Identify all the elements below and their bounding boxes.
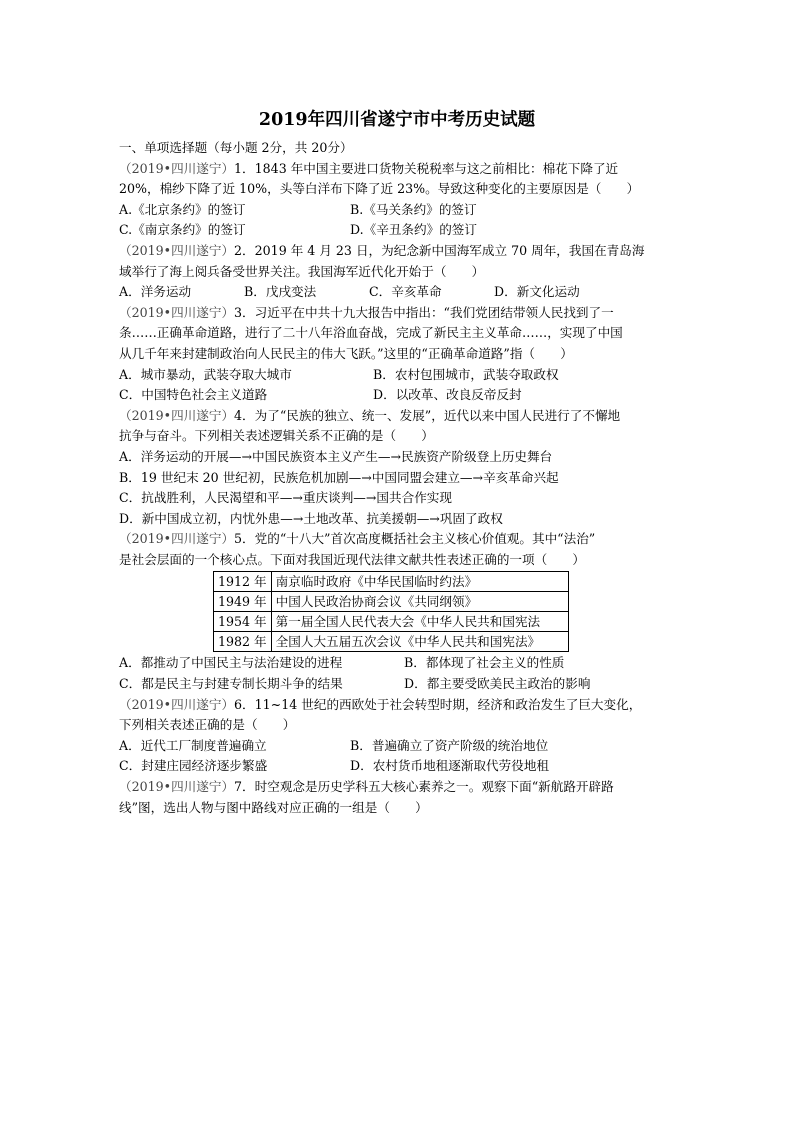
question-3-options-row2 [119,385,679,406]
question-1-stem [119,159,679,180]
option-b: B．戊戌变法 [244,284,317,300]
question-2-options [119,282,679,303]
question-1-options-row2 [119,220,679,241]
question-3-options-row1 [119,365,679,386]
stem-text: 3．习近平在中共十九大报告中指出：“我们党团结带领人民找到了一 [234,304,614,320]
exam-content [119,138,679,818]
option-b: B.《马关条约》的签订 [350,201,477,217]
stem-text: 7．时空观念是历史学科五大核心素养之一。观察下面“新航路开辟路 [234,779,614,795]
question-2-stem [119,241,679,262]
option-d: D．新文化运动 [494,284,580,300]
question-3-stem-cont: 条……正确革命道路，进行了二十八年浴血奋战，完成了新民主主义革命……，实现了中国 [119,325,623,341]
exam-title: 2019年四川省遂宁市中考历史试题 [258,110,536,130]
year-cell: 1982 年 [214,632,272,652]
question-source: （2019•四川遂宁） [119,304,235,320]
question-3-stem [119,303,679,324]
option-c: C．抗战胜利，人民渴望和平—→重庆谈判—→国共合作实现 [119,490,452,506]
question-source: （2019•四川遂宁） [119,242,235,258]
question-source: （2019•四川遂宁） [119,160,235,176]
option-c: C．辛亥革命 [369,284,442,300]
table-row [214,592,569,612]
question-2-stem-cont: 域举行了海上阅兵备受世界关注。我国海军近代化开始于（ ） [119,263,485,279]
question-source: （2019•四川遂宁） [119,696,235,712]
question-4-stem [119,406,679,427]
option-d: D.《辛丑条约》的签订 [350,222,477,238]
question-5-options-row1 [119,653,679,674]
option-b: B．农村包围城市，武装夺取政权 [373,366,559,382]
question-7-stem [119,777,679,798]
table-row [214,632,569,652]
option-a: A．洋务运动的开展—→中国民族资本主义产生—→民族资产阶级登上历史舞台 [119,448,553,464]
question-source: （2019•四川遂宁） [119,531,235,547]
stem-text: 5．党的“十八大”首次高度概括社会主义核心价值观。其中“法治” [234,531,596,547]
option-b: B．都体现了社会主义的性质 [404,655,565,671]
option-d: D．以改革、改良反帝反封 [373,387,522,403]
option-d: D．新中国成立初，内忧外患—→土地改革、抗美援朝—→巩固了政权 [119,510,503,526]
document-cell: 中国人民政治协商会议《共同纲领》 [271,592,568,612]
option-d: D．农村货币地租逐渐取代劳役地租 [350,758,550,774]
section-heading: 一、单项选择题（每小题 2分，共 20分） [119,140,353,155]
document-cell: 南京临时政府《中华民国临时约法》 [271,572,568,592]
year-cell: 1954 年 [214,612,272,632]
question-7-stem-cont: 线”图，选出人物与图中路线对应正确的一组是（ ） [119,799,428,815]
question-6-stem-cont: 下列相关表述正确的是（ ） [119,717,296,733]
option-c: C．封建庄园经济逐步繁盛 [119,758,268,774]
option-b: B．19 世纪末 20 世纪初，民族危机加剧—→中国同盟会建立—→辛亥革命兴起 [119,469,559,485]
stem-text: 6．11~14 世纪的西欧处于社会转型时期，经济和政治发生了巨大变化， [234,696,642,712]
question-5-options-row2 [119,674,679,695]
document-cell: 全国人大五届五次会议《中华人民共和国宪法》 [271,632,568,652]
option-a: A．城市暴动，武装夺取大城市 [119,366,292,382]
document-cell: 第一届全国人民代表大会《中华人民共和国宪法 [271,612,568,632]
question-source: （2019•四川遂宁） [119,407,235,423]
stem-text: 1．1843 年中国主要进口货物关税税率与这之前相比：棉花下降了近 [234,160,619,176]
option-d: D．都主要受欧美民主政治的影响 [404,676,591,692]
law-documents-table [213,571,569,652]
question-6-options-row2 [119,756,679,777]
stem-text: 2．2019 年 4 月 23 日，为纪念新中国海军成立 70 周年，我国在青岛海 [234,242,645,258]
table-row [214,572,569,592]
question-5-stem [119,529,679,550]
question-5-stem-cont: 是社会层面的一个核心点。下面对我国近现代法律文献共性表述正确的一项（ ） [119,551,585,567]
year-cell: 1949 年 [214,592,272,612]
question-6-stem [119,695,679,716]
option-c: C．中国特色社会主义道路 [119,387,268,403]
option-c: C．都是民主与封建专制长期斗争的结果 [119,676,343,692]
question-4-stem-cont: 抗争与奋斗。下列相关表述逻辑关系不正确的是（ ） [119,428,434,444]
option-b: B．普遍确立了资产阶级的统治地位 [350,737,549,753]
option-a: A.《北京条约》的签订 [119,201,246,217]
option-a: A．洋务运动 [119,284,192,300]
stem-text: 4．为了“民族的独立、统一、发展”，近代以来中国人民进行了不懈地 [234,407,621,423]
question-6-options-row1 [119,736,679,757]
table-row [214,612,569,632]
question-1-stem-cont: 20%，棉纱下降了近 10%，头等白洋布下降了近 23%。导致这种变化的主要原因是（ ） [119,181,640,197]
question-source: （2019•四川遂宁） [119,779,235,795]
year-cell: 1912 年 [214,572,272,592]
option-c: C.《南京条约》的签订 [119,222,246,238]
question-1-options-row1 [119,200,679,221]
question-3-stem-cont2: 从几千年来封建制政治向人民民主的伟大飞跃。”这里的“正确革命道路”指（ ） [119,345,573,361]
option-a: A．都推动了中国民主与法治建设的进程 [119,655,343,671]
option-a: A．近代工厂制度普遍确立 [119,737,267,753]
